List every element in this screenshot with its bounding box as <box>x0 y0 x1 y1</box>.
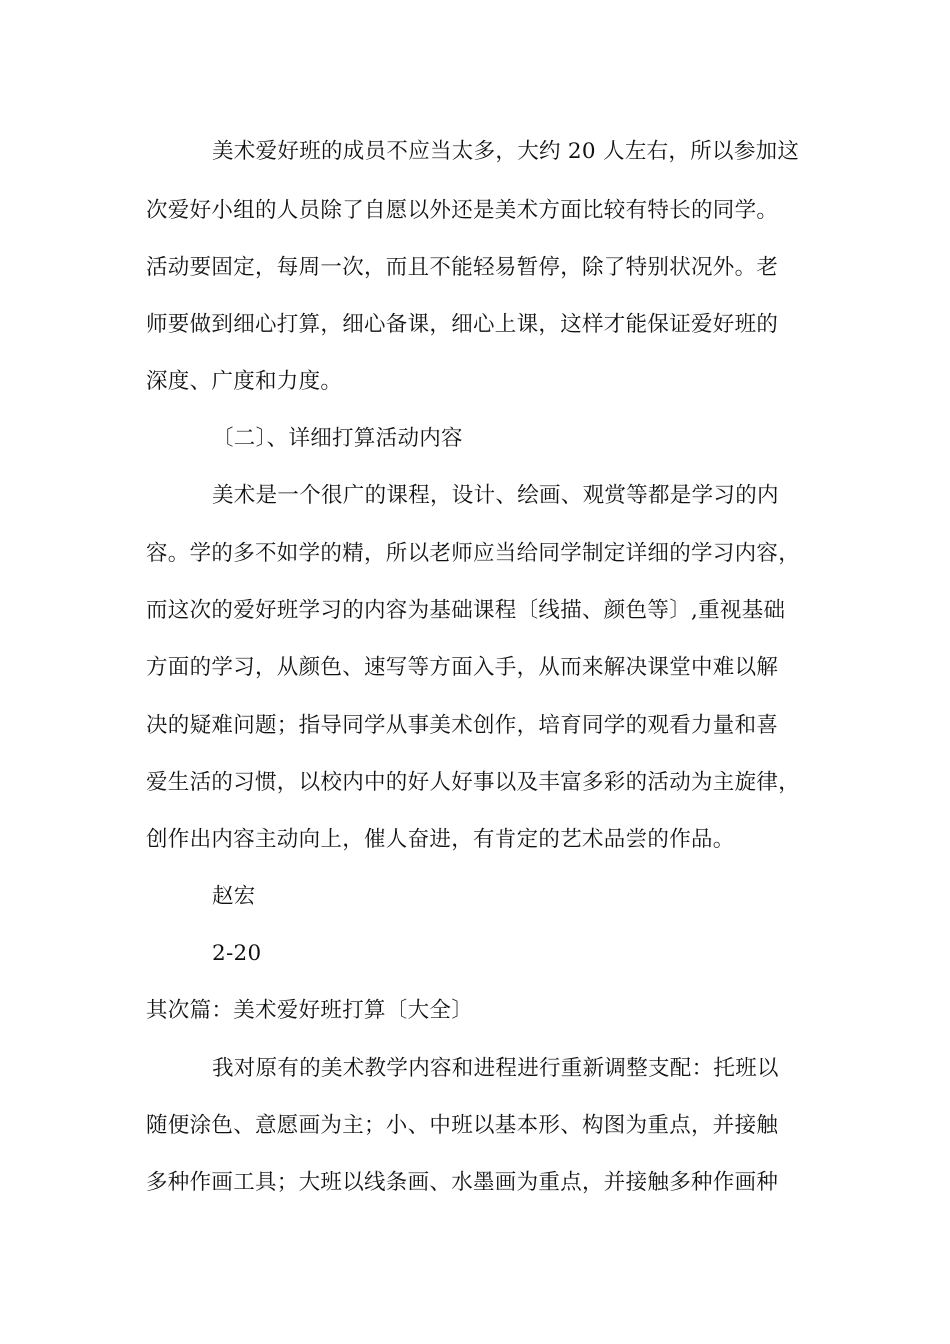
paragraph-1-line-2: 次爱好小组的人员除了自愿以外还是美术方面比较有特长的同学。 <box>146 198 779 223</box>
paragraph-1-line-4: 师要做到细心打算，细心备课，细心上课，这样才能保证爱好班的 <box>146 312 779 337</box>
paragraph-2-line-4: 方面的学习，从颜色、速写等方面入手，从而来解决课堂中难以解 <box>146 655 779 680</box>
second-part-title: 其次篇：美术爱好班打算〔大全〕 <box>146 998 474 1023</box>
paragraph-2-line-5: 决的疑难问题；指导同学从事美术创作，培育同学的观看力量和喜 <box>146 713 779 738</box>
paragraph-2-line-3: 而这次的爱好班学习的内容为基础课程〔线描、颜色等〕,重视基础 <box>146 598 786 623</box>
paragraph-3-line-3: 多种作画工具；大班以线条画、水墨画为重点，并接触多种作画种 <box>146 1170 779 1195</box>
paragraph-3-line-2: 随便涂色、意愿画为主；小、中班以基本形、构图为重点，并接触 <box>146 1113 779 1138</box>
paragraph-1-line-5: 深度、广度和力度。 <box>146 369 343 394</box>
paragraph-2-line-1: 美术是一个很广的课程，设计、绘画、观赏等都是学习的内 <box>212 483 779 508</box>
paragraph-2-line-7: 创作出内容主动向上，催人奋进，有肯定的艺术品尝的作品。 <box>146 827 735 852</box>
paragraph-2-line-6: 爱生活的习惯，以校内中的好人好事以及丰富多彩的活动为主旋律， <box>146 770 801 795</box>
paragraph-1-line-1: 美术爱好班的成员不应当太多，大约 20 人左右，所以参加这 <box>212 139 800 164</box>
paragraph-1-line-3: 活动要固定，每周一次，而且不能轻易暂停，除了特别状况外。老 <box>146 255 779 280</box>
author-name: 赵宏 <box>212 884 256 909</box>
document-date: 2-20 <box>212 941 262 966</box>
paragraph-2-line-2: 容。学的多不如学的精，所以老师应当给同学制定详细的学习内容， <box>146 541 801 566</box>
section-heading: 〔二〕、详细打算活动内容 <box>212 426 463 451</box>
paragraph-3-line-1: 我对原有的美术教学内容和进程进行重新调整支配：托班以 <box>212 1056 779 1081</box>
